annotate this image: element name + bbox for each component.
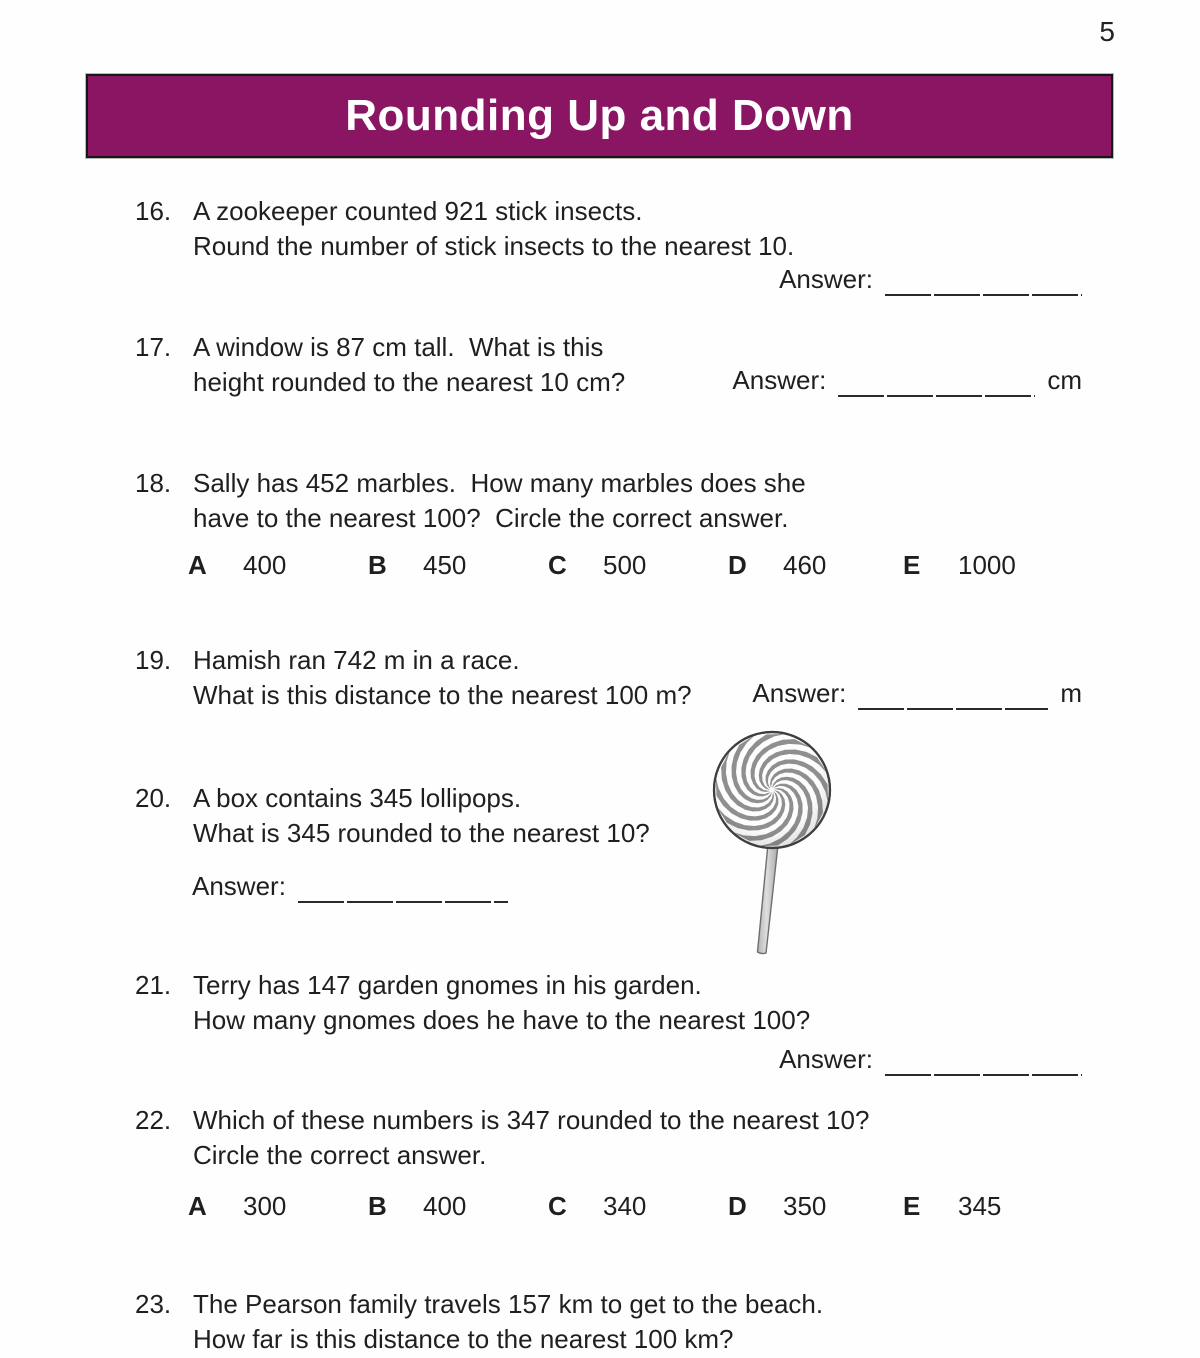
option-a[interactable] [188,548,286,582]
option-value: 400 [243,550,287,580]
answer-row-q20 [192,869,508,903]
answer-row-q16 [779,262,1082,296]
option-letter: A [188,1191,207,1221]
option-value: 400 [423,1191,467,1221]
option-letter: E [903,1191,921,1221]
question-line: What is 345 rounded to the nearest 10? [193,818,650,848]
question-number: 22. [135,1105,172,1135]
answer-blank[interactable] [885,264,1082,296]
answer-label: Answer: [732,365,827,395]
option-e[interactable] [903,548,1016,582]
option-letter: B [368,1191,387,1221]
option-letter: A [188,550,207,580]
option-letter: B [368,550,387,580]
question-23 [135,1287,823,1357]
option-d[interactable] [728,548,826,582]
answer-label: Answer: [779,264,873,294]
question-line: A zookeeper counted 921 stick insects. [193,196,643,226]
question-number: 18. [135,468,172,498]
question-number: 16. [135,196,172,226]
page-number: 5 [1099,16,1115,47]
option-letter: D [728,1191,747,1221]
option-d[interactable] [728,1189,826,1223]
answer-label: Answer: [779,1044,873,1074]
option-letter: C [548,550,567,580]
option-a[interactable] [188,1189,286,1223]
option-c[interactable] [548,1189,646,1223]
option-value: 350 [783,1191,827,1221]
question-text [193,1103,869,1173]
question-text [193,643,692,713]
question-line: A box contains 345 lollipops. [193,783,522,813]
question-text [193,194,794,264]
question-line: height rounded to the nearest 10 cm? [193,367,626,397]
question-number: 19. [135,645,172,675]
option-b[interactable] [368,548,466,582]
option-value: 300 [243,1191,287,1221]
lollipop-stick [758,844,779,954]
question-line: Sally has 452 marbles. How many marbles does she [193,468,806,498]
question-17 [135,330,625,400]
question-text [193,781,650,851]
question-19 [135,643,692,713]
question-text [193,1287,823,1357]
answer-blank[interactable] [858,678,1048,710]
question-line: Round the number of stick insects to the nearest 10. [193,231,795,261]
question-text [193,968,810,1038]
question-line: What is this distance to the nearest 100 m? [193,680,692,710]
question-line: Circle the correct answer. [193,1140,487,1170]
answer-unit: m [1060,678,1082,708]
answer-row-q21 [779,1042,1082,1076]
page-banner [86,74,1113,158]
question-line: How far is this distance to the nearest 100 km? [193,1324,734,1354]
option-value: 450 [423,550,467,580]
answer-blank[interactable] [885,1044,1082,1076]
question-line: How many gnomes does he have to the nearest 100? [193,1005,811,1035]
question-line: Which of these numbers is 347 rounded to the nearest 10? [193,1105,870,1135]
question-text [193,330,625,400]
question-line: A window is 87 cm tall. What is this [193,332,604,362]
answer-row-q17 [732,363,1082,397]
answer-row-q19 [752,676,1082,710]
options-row-q18 [188,548,1108,584]
question-line: have to the nearest 100? Circle the correct answer. [193,503,789,533]
options-row-q22 [188,1189,1108,1225]
question-16 [135,194,794,264]
question-line: Terry has 147 garden gnomes in his garden. [193,970,702,1000]
answer-blank[interactable] [298,871,508,903]
question-number: 23. [135,1289,172,1319]
lollipop-image [702,728,842,958]
answer-label: Answer: [192,871,286,901]
option-value: 460 [783,550,827,580]
page-title: Rounding Up and Down [345,91,854,140]
question-18 [135,466,806,536]
answer-unit: cm [1047,365,1082,395]
question-line: Hamish ran 742 m in a race. [193,645,520,675]
option-value: 340 [603,1191,647,1221]
question-22 [135,1103,869,1173]
option-value: 345 [958,1191,1002,1221]
option-letter: C [548,1191,567,1221]
option-b[interactable] [368,1189,466,1223]
question-number: 20. [135,783,172,813]
question-number: 21. [135,970,172,1000]
option-c[interactable] [548,548,646,582]
answer-label: Answer: [752,678,847,708]
option-e[interactable] [903,1189,1001,1223]
option-letter: D [728,550,747,580]
option-letter: E [903,550,921,580]
question-line: The Pearson family travels 157 km to get to the beach. [193,1289,824,1319]
answer-blank[interactable] [838,365,1035,397]
option-value: 500 [603,550,647,580]
option-value: 1000 [958,550,1016,580]
question-number: 17. [135,332,172,362]
question-text [193,466,806,536]
question-21 [135,968,810,1038]
question-20 [135,781,650,851]
